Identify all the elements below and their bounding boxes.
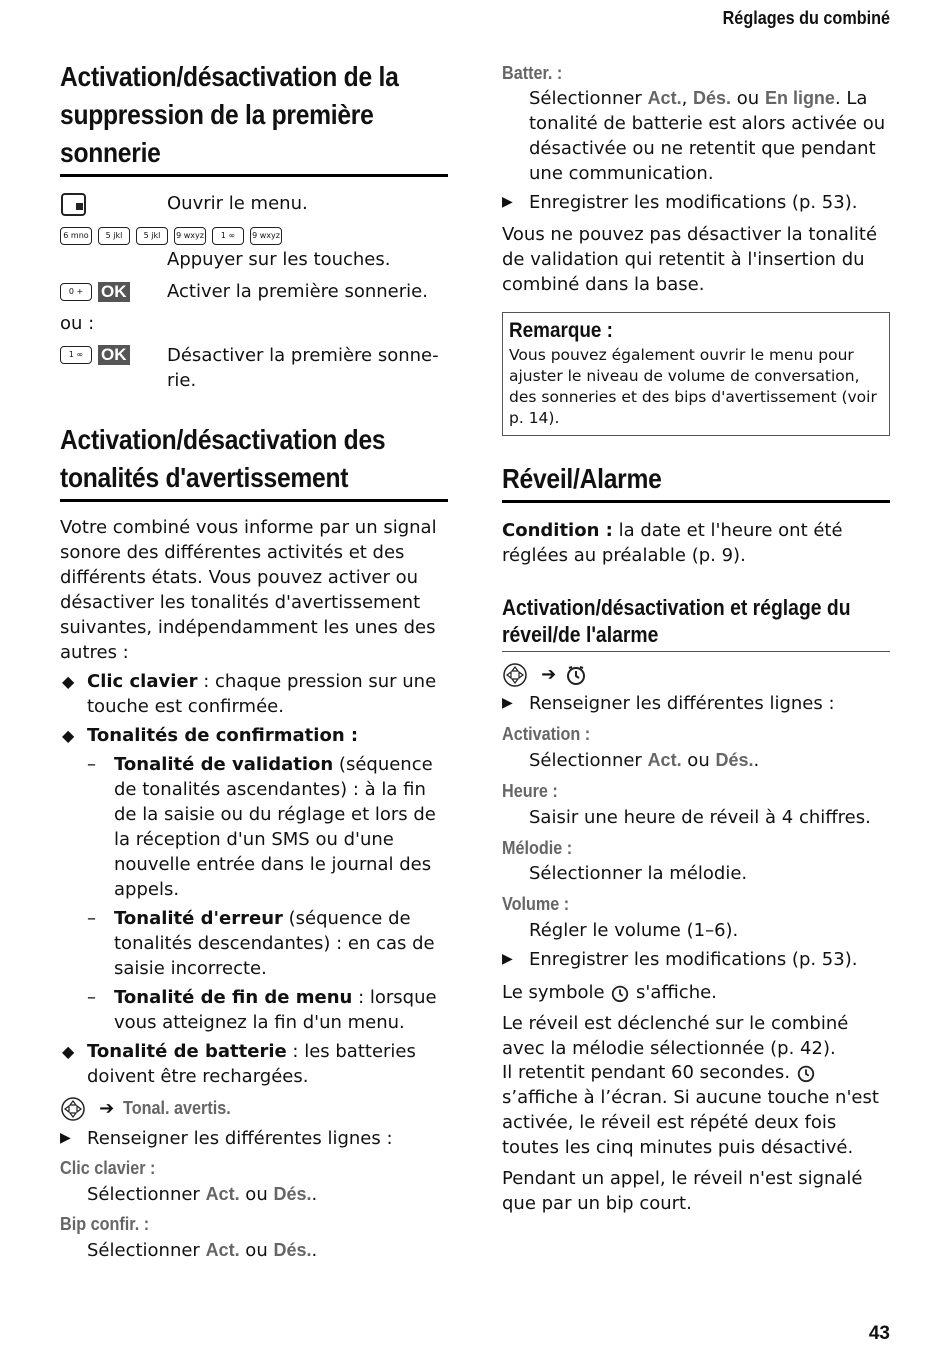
zero-ok-keys bbox=[60, 281, 130, 302]
save-text-2: Enregistrer les modifications (p. 53). bbox=[529, 949, 858, 970]
dash-bullet: – bbox=[87, 754, 96, 775]
item-error-tone: Tonalité d'erreur (séquence de tonalités descendantes) : en cas de saisie incorrecte. bbox=[114, 908, 435, 979]
triangle-bullet-icon: ▶ bbox=[502, 194, 513, 210]
press-keys-text: Appuyer sur les touches. bbox=[167, 249, 391, 270]
item-menu-end-tone: Tonalité de fin de menu : lorsque vous atteignez la fin d'un menu. bbox=[114, 987, 437, 1033]
label-volume: Volume : bbox=[502, 894, 570, 914]
key-5-icon: 5 jkl bbox=[98, 227, 130, 245]
arrow-right-icon: ➔ bbox=[99, 1097, 115, 1119]
volume-text: Régler le volume (1–6). bbox=[529, 920, 739, 941]
bullet-confirmation: Tonalités de confirmation : bbox=[87, 725, 359, 746]
triangle-bullet-icon: ▶ bbox=[60, 1130, 71, 1146]
activate-text: Activer la première sonnerie. bbox=[167, 281, 428, 302]
section-title-warning-tones: Activation/désactivation des tonalités d'avertissement bbox=[60, 421, 448, 502]
no-disable-paragraph: Vous ne pouvez pas désactiver la tonalité de validation qui retentit à l'insertion du combiné dans la base. bbox=[502, 224, 878, 295]
triangle-bullet-icon: ▶ bbox=[502, 951, 513, 967]
activation-select-text: Sélectionner Act. ou Dés.. bbox=[529, 750, 760, 771]
diamond-bullet-icon: ◆ bbox=[62, 672, 75, 691]
key-1-icon: 1 ∞ bbox=[212, 227, 244, 245]
diamond-bullet-icon: ◆ bbox=[62, 1042, 75, 1061]
batter-select-text: Sélectionner Act., Dés. ou En ligne. La tonalité de batterie est alors activée ou désactivée ou ne retentit que pendant une communication. bbox=[529, 88, 886, 184]
key-5-icon: 5 jkl bbox=[136, 227, 168, 245]
nav-key-icon bbox=[60, 1096, 86, 1122]
section-title-first-ring: Activation/désactivation de la suppression de la première sonnerie bbox=[60, 58, 448, 177]
page-number: 43 bbox=[868, 1323, 890, 1344]
save-text: Enregistrer les modifications (p. 53). bbox=[529, 192, 858, 213]
call-paragraph: Pendant un appel, le réveil n'est signalé que par un bip court. bbox=[502, 1168, 863, 1214]
condition-paragraph: Condition : la date et l'heure ont été réglées au préalable (p. 9). bbox=[502, 520, 843, 566]
symbol-paragraph: Le symbole s'affiche. bbox=[502, 982, 717, 1003]
bullet-clic-clavier: Clic clavier : chaque pression sur une touche est confirmée. bbox=[87, 671, 437, 717]
remark-text: Vous pouvez également ouvrir le menu pour ajuster le niveau de volume de conversation, des sonneries et des bips d'avertissement (voir p. 14). bbox=[509, 346, 877, 427]
page-header: Réglages du combiné bbox=[722, 8, 890, 28]
or-text: ou : bbox=[60, 313, 95, 334]
label-batter: Batter. : bbox=[502, 63, 563, 83]
key-0-icon: 0 + bbox=[60, 283, 92, 301]
ok-key-icon: OK bbox=[98, 345, 130, 365]
label-bip-confir: Bip confir. : bbox=[60, 1214, 150, 1234]
nav-key-icon bbox=[502, 662, 528, 688]
arrow-right-icon: ➔ bbox=[541, 663, 557, 685]
ok-key-icon: OK bbox=[98, 282, 130, 302]
clic-select-text: Sélectionner Act. ou Dés.. bbox=[87, 1184, 318, 1205]
triangle-bullet-icon: ▶ bbox=[502, 695, 513, 711]
one-ok-keys bbox=[60, 344, 130, 365]
key-9-icon: 9 wxyz bbox=[174, 227, 206, 245]
key-sequence bbox=[60, 225, 288, 245]
nav-path-alarm bbox=[502, 662, 587, 688]
bullet-battery: Tonalité de batterie : les batteries doivent être rechargées. bbox=[87, 1041, 416, 1087]
subsection-title-alarm-setting: Activation/désactivation et réglage du réveil/de l'alarme bbox=[502, 594, 890, 652]
dash-bullet: – bbox=[87, 908, 96, 929]
heure-text: Saisir une heure de réveil à 4 chiffres. bbox=[529, 807, 871, 828]
nav-target: Tonal. avertis. bbox=[123, 1097, 232, 1118]
intro-paragraph: Votre combiné vous informe par un signal sonore des différentes activités et des différents états. Vous pouvez activer ou désactiver les tonalités d'avertissement suivantes, indépendamment les unes des autres : bbox=[60, 517, 437, 663]
bip-select-text: Sélectionner Act. ou Dés.. bbox=[87, 1240, 318, 1261]
alarm-clock-icon bbox=[796, 1063, 816, 1083]
key-6-icon: 6 mno bbox=[60, 227, 92, 245]
remark-title: Remarque : bbox=[509, 319, 613, 342]
section-title-alarm: Réveil/Alarme bbox=[502, 460, 890, 503]
label-clic-clavier: Clic clavier : bbox=[60, 1158, 156, 1178]
trigger-paragraph-2: Il retentit pendant 60 secondes. s’affiche à l’écran. Si aucune touche n'est activée, le réveil est répété deux fois toutes les cinq minutes puis désactivé. bbox=[502, 1062, 879, 1158]
key-9-icon: 9 wxyz bbox=[250, 227, 282, 245]
melodie-text: Sélectionner la mélodie. bbox=[529, 863, 748, 884]
remark-box bbox=[502, 312, 890, 436]
deactivate-text: Désactiver la première sonne-rie. bbox=[167, 345, 439, 391]
label-heure: Heure : bbox=[502, 781, 558, 801]
key-1-icon: 1 ∞ bbox=[60, 346, 92, 364]
fill-lines-text: Renseigner les différentes lignes : bbox=[529, 693, 835, 714]
menu-open-text: Ouvrir le menu. bbox=[167, 193, 308, 214]
dash-bullet: – bbox=[87, 987, 96, 1008]
label-melodie: Mélodie : bbox=[502, 838, 573, 858]
alarm-clock-icon bbox=[610, 983, 630, 1003]
trigger-paragraph-1: Le réveil est déclenché sur le combiné avec la mélodie sélectionnée (p. 42). bbox=[502, 1013, 849, 1059]
label-activation: Activation : bbox=[502, 724, 591, 744]
nav-path bbox=[60, 1096, 243, 1122]
fill-lines-text: Renseigner les différentes lignes : bbox=[87, 1128, 393, 1149]
diamond-bullet-icon: ◆ bbox=[62, 726, 75, 745]
item-validation-tone: Tonalité de validation (séquence de tonalités ascendantes) : à la fin de la saisie ou du réglage et lors de la réception d'un SMS ou d'une nouvelle entrée dans le journal des appels. bbox=[114, 754, 436, 900]
menu-key-icon bbox=[60, 192, 88, 218]
alarm-clock-icon bbox=[565, 664, 587, 686]
